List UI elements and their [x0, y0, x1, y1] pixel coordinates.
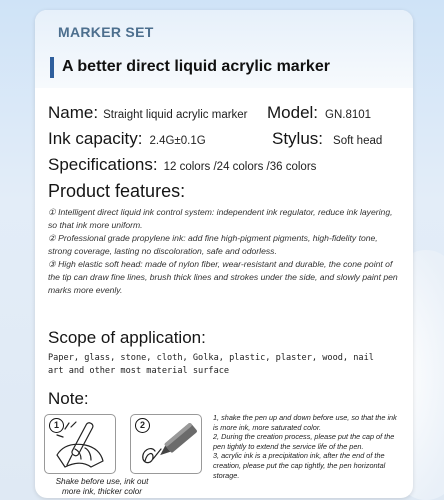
scope-text: Paper, glass, stone, cloth, Golka, plastic, plaster, wood, nail art and other most material surface [48, 353, 374, 376]
figure-caption: Shake before use, ink out more ink, thicker color [55, 477, 149, 496]
writing-illustration [130, 414, 202, 474]
ink-capacity-label: Ink capacity: [48, 129, 143, 148]
name-label: Name: [48, 103, 99, 122]
feature-item: ③ High elastic soft head: made of nylon fiber, wear-resistant and durable, the cone point of the tip can draw fine lines, brush thick lines and strokes under the side, and slowly paint pen marks more evenly. [48, 259, 398, 295]
specifications-row [48, 155, 316, 175]
figure-number: 2 [135, 418, 150, 433]
scope-title: Scope of application: [48, 328, 206, 347]
feature-item: ① Intelligent direct liquid ink control system: independent ink regulator, reduce ink layering, so that ink more uniform. [48, 207, 393, 230]
note-item: 3, acrylic ink is a precipitation ink, after the end of the creation, please put the cap tightly, the pen horizontal storage. [213, 451, 386, 480]
title-accent-bar [50, 57, 54, 78]
specifications-value: 12 colors /24 colors /36 colors [163, 161, 317, 173]
note-item: 2, During the creation process, please put the cap of the pen tightly to extend the service life of the pen. [213, 432, 395, 451]
name-value: Straight liquid acrylic marker [103, 109, 248, 121]
page-title: A better direct liquid acrylic marker [62, 58, 330, 75]
model-label: Model: [267, 103, 319, 122]
note-list [213, 413, 401, 480]
product-card [35, 10, 413, 498]
stylus-row [272, 129, 382, 149]
note-title: Note: [48, 389, 89, 408]
figure-number: 1 [49, 418, 64, 433]
model-value: GN.8101 [325, 109, 372, 121]
name-row [48, 103, 248, 123]
ink-row [48, 129, 206, 149]
feature-item: ② Professional grade propylene ink: add fine high-pigment pigments, high-fidelity tone, strong coverage, lasting no discoloration, safe and odorless. [48, 233, 378, 256]
ink-capacity-value: 2.4G±0.1G [149, 135, 206, 147]
features-title: Product features: [48, 181, 186, 201]
specifications-label: Specifications: [48, 155, 158, 174]
model-row [267, 103, 371, 123]
stylus-label: Stylus: [272, 129, 324, 148]
title-row [50, 56, 330, 78]
stylus-value: Soft head [333, 135, 383, 147]
marker-set-label: MARKER SET [58, 24, 154, 40]
note-item: 1, shake the pen up and down before use, so that the ink is more ink, more saturated color. [213, 413, 397, 432]
shake-illustration [44, 414, 116, 474]
